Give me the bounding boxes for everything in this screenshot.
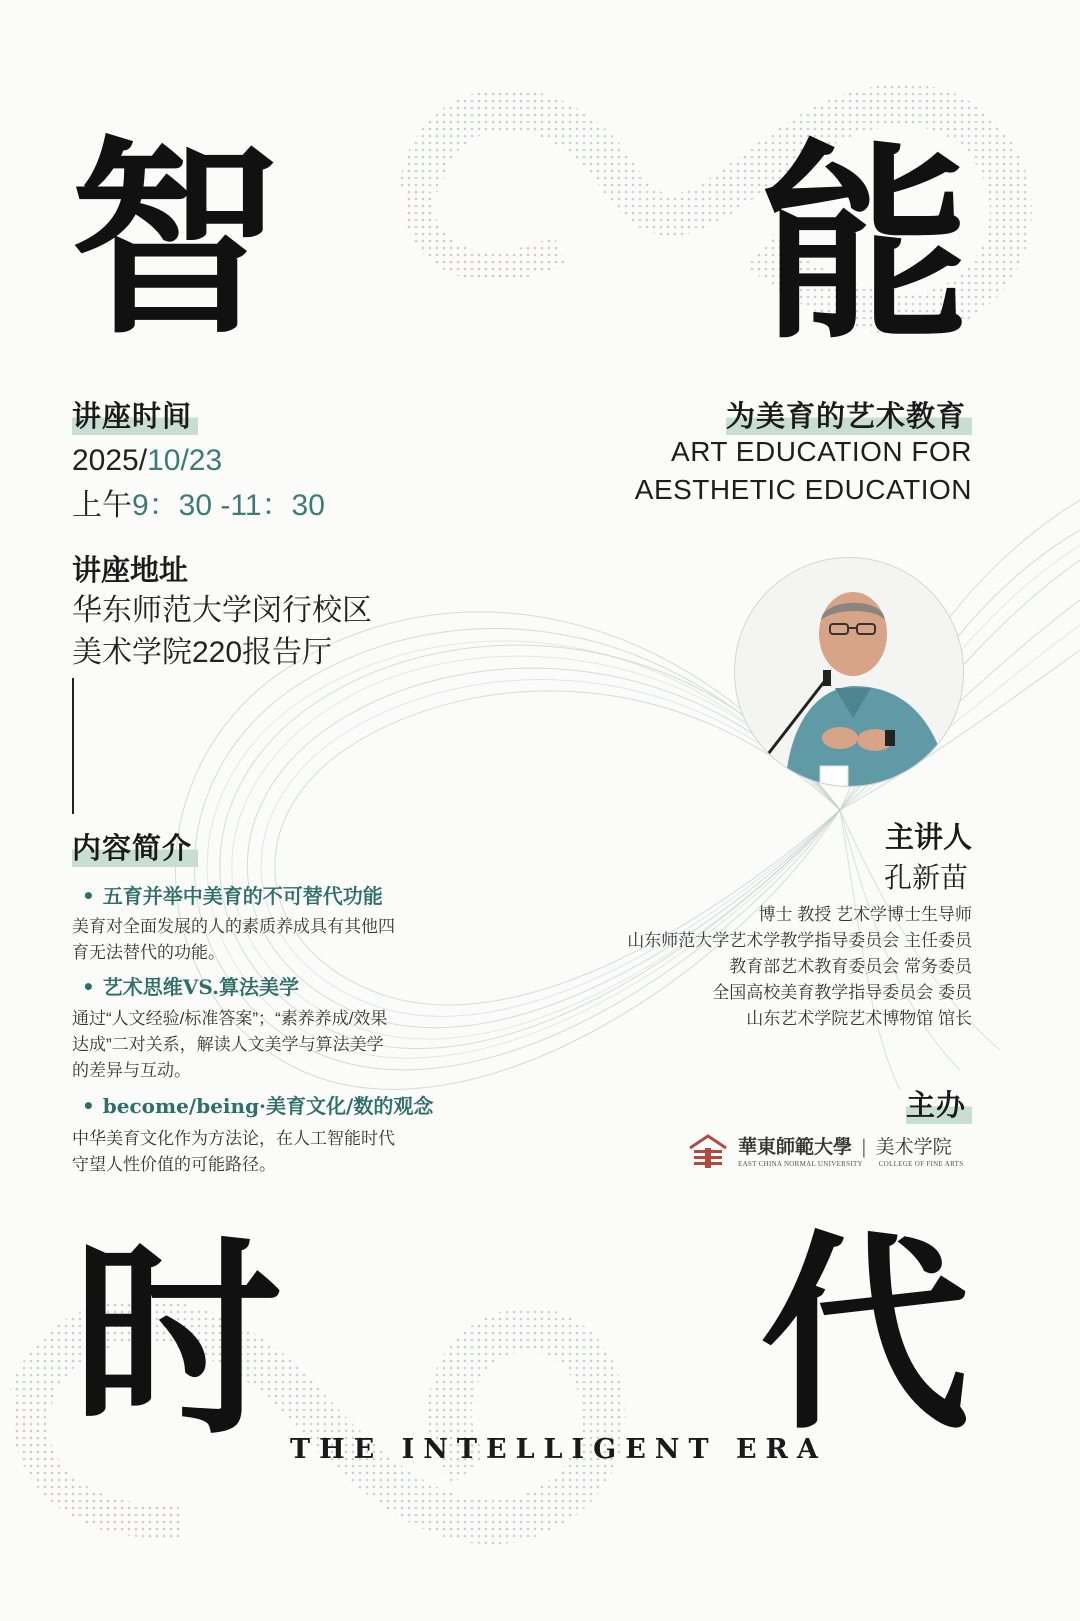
content-item-title: • 艺术思维VS.算法美学 bbox=[82, 975, 300, 999]
content-item-desc: 中华美育文化作为方法论，在人工智能时代 守望人性价值的可能路径。 bbox=[72, 1129, 395, 1174]
content-item bbox=[82, 1090, 502, 1119]
content-item bbox=[82, 880, 482, 909]
place-line-1: 华东师范大学闵行校区 bbox=[72, 594, 372, 627]
host-label-wrap bbox=[906, 1083, 972, 1124]
college-name: 美术学院 bbox=[875, 1137, 952, 1158]
title-char-zhi: 智 bbox=[70, 116, 281, 363]
host-logo bbox=[688, 1130, 978, 1176]
theme-chinese: 为美育的艺术教育 bbox=[726, 399, 972, 435]
date-year: 2025/ bbox=[72, 444, 148, 477]
lecture-hours bbox=[72, 485, 325, 527]
content-item-title: • become/being·美育文化/数的观念 bbox=[82, 1094, 434, 1118]
lecture-date bbox=[72, 440, 222, 482]
content-item-desc: 通过“人文经验/标准答案”；“素养养成/效果 达成”二对关系，解读人文美学与算法美学 的差异与互动。 bbox=[72, 1009, 388, 1080]
speaker-portrait-illustration bbox=[735, 558, 963, 786]
theme-english-2: AESTHETIC EDUCATION bbox=[634, 474, 972, 505]
time-prefix: 上午 bbox=[72, 489, 132, 522]
content-label-wrap bbox=[72, 826, 198, 867]
speaker-photo bbox=[734, 557, 964, 787]
university-name: 華東師範大學 bbox=[738, 1136, 853, 1158]
date-day: 10/23 bbox=[147, 444, 223, 477]
content-item bbox=[82, 971, 482, 1000]
university-emblem-icon bbox=[688, 1134, 728, 1170]
title-english: THE INTELLIGENT ERA bbox=[290, 1434, 827, 1465]
credential-line: 全国高校美育教学指导委员会 委员 bbox=[712, 983, 972, 1002]
speaker-name: 孔新苗 bbox=[883, 862, 968, 893]
speaker-label: 主讲人 bbox=[884, 820, 972, 854]
content-item-title: • 五育并举中美育的不可替代功能 bbox=[82, 884, 383, 908]
title-char-shi: 时 bbox=[72, 1216, 283, 1463]
lecture-time-block bbox=[72, 394, 198, 435]
theme-chinese-wrap bbox=[726, 394, 972, 435]
title-char-neng: 能 bbox=[760, 121, 971, 368]
place-line-2: 美术学院220报告厅 bbox=[72, 636, 333, 669]
lecture-time-label: 讲座时间 bbox=[72, 399, 198, 435]
content-label: 内容简介 bbox=[72, 831, 198, 867]
logo-divider: | bbox=[860, 1136, 868, 1158]
time-range: 9：30 -11：30 bbox=[132, 489, 325, 522]
content-item-desc: 美育对全面发展的人的素质养成具有其他四 育无法替代的功能。 bbox=[72, 917, 395, 962]
host-label: 主办 bbox=[906, 1088, 972, 1124]
lecture-place-label: 讲座地址 bbox=[72, 553, 189, 587]
college-name-en: COLLEGE OF FINE ARTS bbox=[878, 1160, 964, 1168]
credential-line: 山东艺术学院艺术博物馆 馆长 bbox=[746, 1009, 972, 1028]
title-char-dai: 代 bbox=[760, 1211, 971, 1458]
credential-line: 山东师范大学艺术学教学指导委员会 主任委员 bbox=[627, 931, 972, 950]
university-name-en: EAST CHINA NORMAL UNIVERSITY bbox=[738, 1160, 863, 1168]
vertical-divider bbox=[72, 678, 74, 814]
theme-english-1: ART EDUCATION FOR bbox=[671, 436, 972, 467]
credential-line: 博士 教授 艺术学博士生导师 bbox=[758, 905, 972, 924]
speaker-credentials bbox=[627, 902, 972, 1032]
credential-line: 教育部艺术教育委员会 常务委员 bbox=[729, 957, 972, 976]
